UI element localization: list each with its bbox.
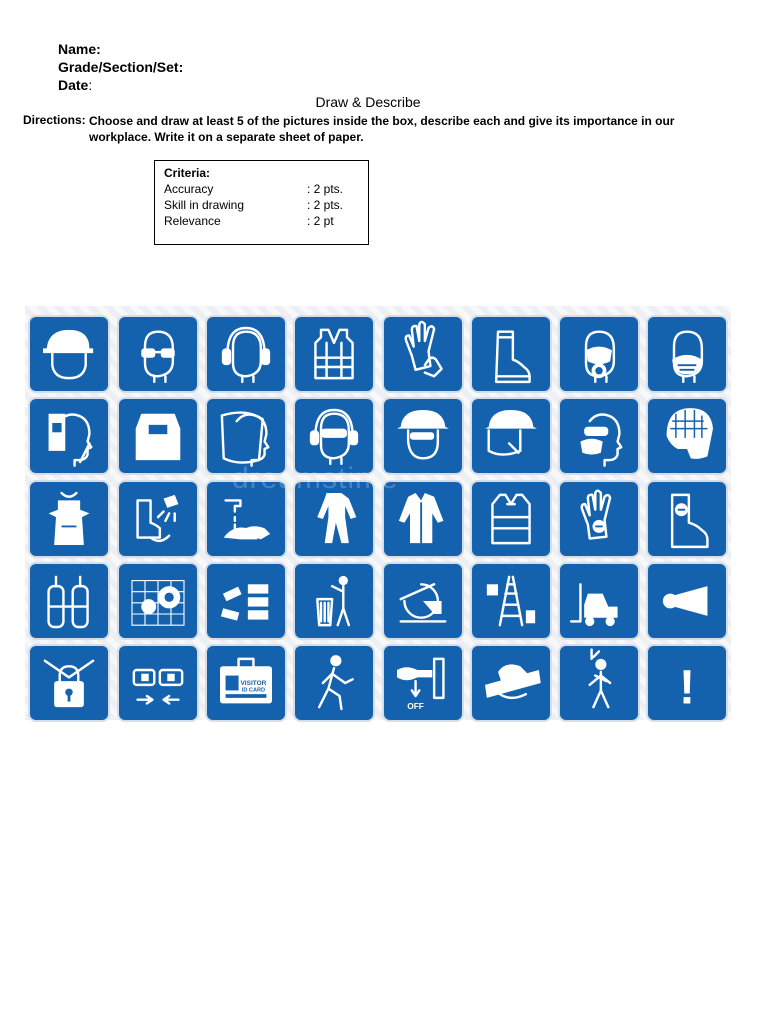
hard-hat-icon <box>30 317 108 391</box>
helmet-visor-icon <box>472 399 550 473</box>
life-vest-icon <box>472 482 550 556</box>
antistatic-gloves-icon <box>560 482 638 556</box>
coverall-icon <box>295 482 373 556</box>
safety-harness-icon <box>560 646 638 720</box>
criteria-name: Accuracy <box>164 182 214 196</box>
date-label: Date: <box>58 77 93 93</box>
lab-coat-icon <box>384 482 462 556</box>
criteria-row <box>164 197 359 213</box>
grade-section-set-label: Grade/Section/Set: <box>58 59 184 75</box>
gas-mask-icon <box>560 317 638 391</box>
boot-wash-icon <box>119 482 197 556</box>
criteria-points: : 2 pts. <box>307 198 344 212</box>
stacking-icon <box>207 564 285 638</box>
criteria-row <box>164 181 359 197</box>
use-bin-icon <box>295 564 373 638</box>
directions-text: Choose and draw at least 5 of the pictures inside the box, describe each and give its importance in our workplace. Write it on a separate sheet of paper. <box>89 114 675 144</box>
welding-helmet-icon <box>30 399 108 473</box>
safety-boots-icon <box>472 317 550 391</box>
svg-text:OFF: OFF <box>407 701 424 711</box>
page-title: Draw & Describe <box>315 94 421 110</box>
wash-hands-icon <box>207 482 285 556</box>
switch-off-icon <box>384 646 462 720</box>
general-mandatory-icon <box>648 646 726 720</box>
hair-net-icon <box>648 399 726 473</box>
helmet-goggles-icon <box>384 399 462 473</box>
svg-text:!: ! <box>678 660 696 715</box>
machine-guard-icon <box>119 564 197 638</box>
gas-cylinders-icon <box>30 564 108 638</box>
apron-icon <box>30 482 108 556</box>
criteria-points: : 2 pt <box>307 214 334 228</box>
criteria-name: Relevance <box>164 214 221 228</box>
criteria-heading: Criteria: <box>164 166 211 180</box>
svg-text:VISITOR: VISITOR <box>240 679 267 687</box>
antistatic-boots-icon <box>648 482 726 556</box>
criteria-row <box>164 213 359 229</box>
svg-text:ID CARD: ID CARD <box>241 687 266 694</box>
padlock-icon <box>30 646 108 720</box>
lifting-icon <box>472 646 550 720</box>
face-shield-icon <box>207 399 285 473</box>
directions-label: Directions: <box>23 113 86 127</box>
dust-mask-icon <box>648 317 726 391</box>
pedestrian-route-icon <box>295 646 373 720</box>
safety-glasses-icon <box>119 317 197 391</box>
criteria-name: Skill in drawing <box>164 198 245 212</box>
watermark: dreamstime <box>232 462 399 495</box>
safety-vest-icon <box>295 317 373 391</box>
ladder-icon <box>472 564 550 638</box>
mask-goggles-icon <box>560 399 638 473</box>
visitor-card-icon <box>207 646 285 720</box>
gloves-icon <box>384 317 462 391</box>
welding-shield-icon <box>119 399 197 473</box>
ear-protection-icon <box>207 317 285 391</box>
horn-icon <box>648 564 726 638</box>
criteria-points: : 2 pts. <box>307 182 344 196</box>
criteria-box <box>154 160 369 245</box>
saw-guard-icon <box>384 564 462 638</box>
seat-belt-icon <box>119 646 197 720</box>
forklift-icon <box>560 564 638 638</box>
name-field-label: Name: <box>58 41 101 57</box>
goggles-earmuffs-icon <box>295 399 373 473</box>
